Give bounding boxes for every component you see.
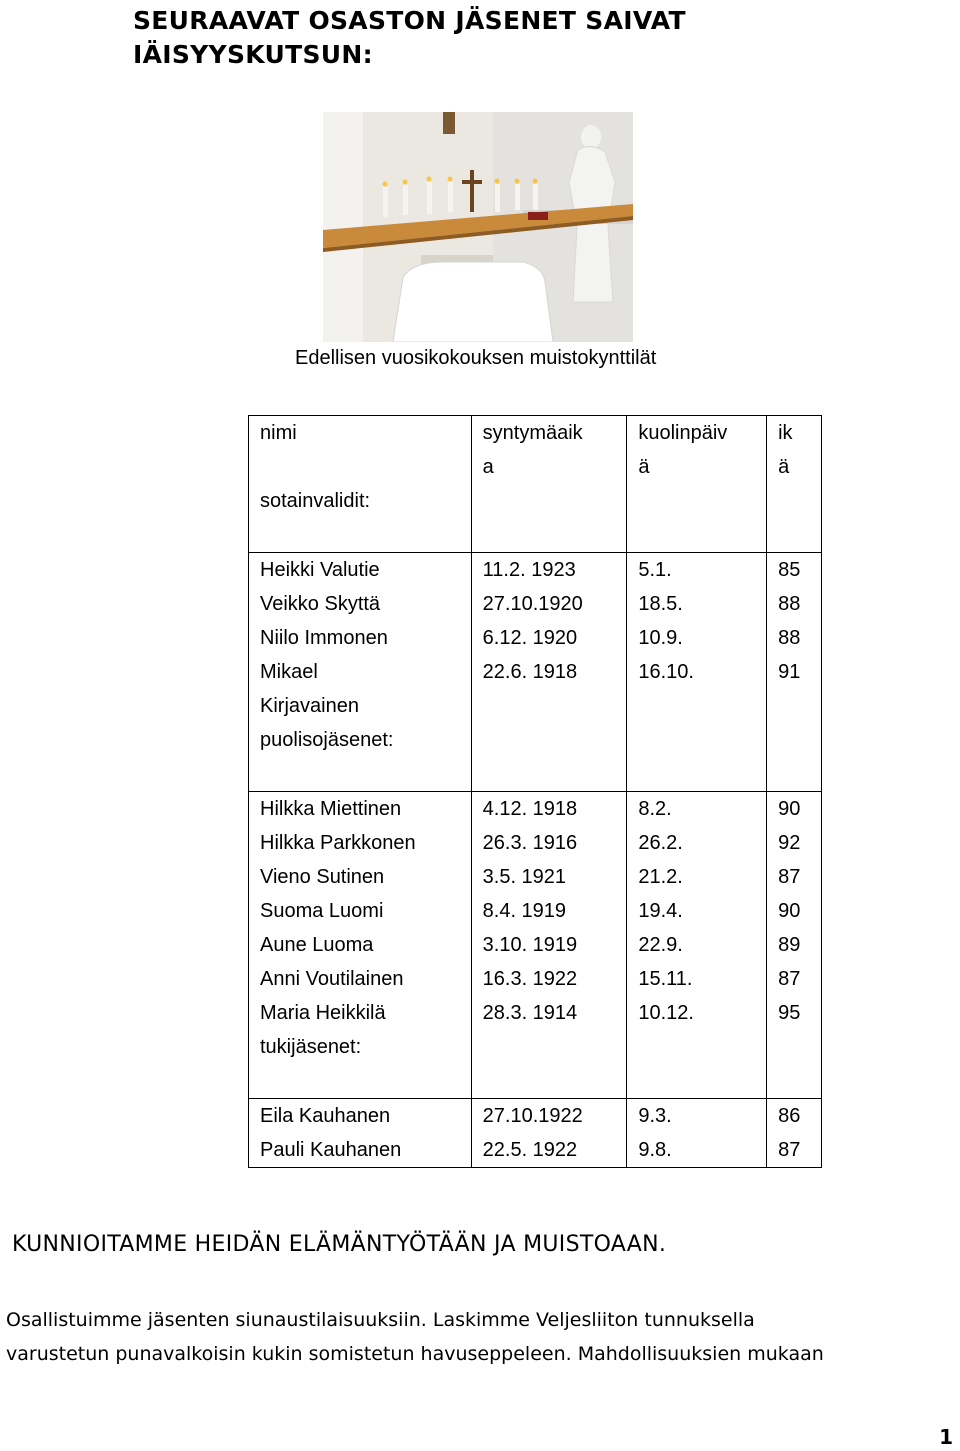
- names-cell: [249, 553, 472, 792]
- member-born: 6.12. 1920: [482, 627, 578, 649]
- member-died: 9.3.: [638, 1105, 672, 1127]
- member-name: Pauli Kauhanen: [260, 1139, 402, 1161]
- member-born: 28.3. 1914: [482, 1002, 578, 1024]
- member-died: 19.4.: [638, 900, 683, 922]
- age-cell: [767, 553, 822, 792]
- member-name: Maria Heikkilä: [260, 1002, 386, 1024]
- member-born: 22.6. 1918: [482, 661, 578, 683]
- table-header-row: [249, 416, 822, 553]
- member-name: Eila Kauhanen: [260, 1105, 391, 1127]
- photo-caption: Edellisen vuosikokouksen muistokynttilät: [295, 347, 657, 369]
- member-name: Niilo Immonen: [260, 627, 388, 649]
- member-died: 10.12.: [638, 1002, 694, 1024]
- tribute-heading: KUNNIOITAMME HEIDÄN ELÄMÄNTYÖTÄÄN JA MUISTOAAN.: [12, 1232, 667, 1257]
- member-age: 86: [778, 1105, 801, 1127]
- names-cell: [249, 1099, 472, 1168]
- member-born: 3.5. 1921: [482, 866, 567, 888]
- born-cell: [471, 553, 627, 792]
- member-name: Aune Luoma: [260, 934, 374, 956]
- memorial-candles-photo: [323, 112, 633, 342]
- member-name: Hilkka Miettinen: [260, 798, 402, 820]
- member-age: 88: [778, 593, 801, 615]
- header-born-line2: a: [482, 456, 494, 478]
- table-cloth-icon: [393, 255, 553, 342]
- paragraph-line: varustetun punavalkoisin kukin somistetun havuseppeleen. Mahdollisuuksien mukaan: [6, 1343, 824, 1365]
- group-puolisojasenet-row: [249, 792, 822, 1099]
- member-age: 87: [778, 968, 801, 990]
- header-age-line1: ik: [778, 422, 793, 444]
- member-born: 4.12. 1918: [482, 798, 578, 820]
- member-born: 11.2. 1923: [482, 559, 576, 581]
- member-died: 8.2.: [638, 798, 672, 820]
- member-born: 26.3. 1916: [482, 832, 578, 854]
- header-died-line1: kuolinpäiv: [638, 422, 728, 444]
- page-title: SEURAAVAT OSASTON JÄSENET SAIVAT IÄISYYSKUTSUN:: [133, 6, 686, 69]
- group-tukijasenet-row: [249, 1099, 822, 1168]
- born-cell: [471, 792, 627, 1099]
- page-number: 1: [939, 1425, 953, 1449]
- member-died: 26.2.: [638, 832, 683, 854]
- member-died: 21.2.: [638, 866, 683, 888]
- header-born-line1: syntymäaik: [482, 422, 583, 444]
- died-cell: [627, 553, 767, 792]
- group-label-tukijasenet: tukijäsenet:: [260, 1036, 362, 1058]
- member-age: 89: [778, 934, 801, 956]
- member-born: 8.4. 1919: [482, 900, 567, 922]
- died-cell: [627, 1099, 767, 1168]
- member-died: 15.11.: [638, 968, 693, 990]
- member-born: 3.10. 1919: [482, 934, 578, 956]
- member-age: 91: [778, 661, 801, 683]
- header-age-line2: ä: [778, 456, 790, 478]
- member-name: Heikki Valutie: [260, 559, 380, 581]
- header-name-cell: [249, 416, 472, 553]
- member-born: 27.10.1922: [482, 1105, 583, 1127]
- header-born-cell: [471, 416, 627, 553]
- member-age: 85: [778, 559, 801, 581]
- member-age: 88: [778, 627, 801, 649]
- member-name: Suoma Luomi: [260, 900, 384, 922]
- member-born: 27.10.1920: [482, 593, 583, 615]
- member-name: Hilkka Parkkonen: [260, 832, 416, 854]
- member-age: 95: [778, 1002, 801, 1024]
- header-age-cell: [767, 416, 822, 553]
- group-label-sotainvalidit: sotainvalidit:: [260, 490, 371, 512]
- member-died: 5.1.: [638, 559, 672, 581]
- header-died-cell: [627, 416, 767, 553]
- member-name: Veikko Skyttä: [260, 593, 381, 615]
- body-paragraph: [6, 1303, 956, 1371]
- member-name: Vieno Sutinen: [260, 866, 385, 888]
- header-died-line2: ä: [638, 456, 650, 478]
- group-sotainvalidit-row: [249, 553, 822, 792]
- member-name: Kirjavainen: [260, 695, 359, 717]
- age-cell: [767, 1099, 822, 1168]
- member-died: 10.9.: [638, 627, 683, 649]
- header-name: nimi: [260, 422, 297, 444]
- group-label-puolisojasenet: puolisojäsenet:: [260, 729, 394, 751]
- member-age: 90: [778, 798, 801, 820]
- member-age: 92: [778, 832, 801, 854]
- died-cell: [627, 792, 767, 1099]
- born-cell: [471, 1099, 627, 1168]
- member-age: 87: [778, 866, 801, 888]
- member-born: 22.5. 1922: [482, 1139, 578, 1161]
- member-died: 16.10.: [638, 661, 694, 683]
- member-name: Mikael: [260, 661, 318, 683]
- member-age: 87: [778, 1139, 801, 1161]
- member-born: 16.3. 1922: [482, 968, 578, 990]
- member-died: 22.9.: [638, 934, 683, 956]
- member-died: 18.5.: [638, 593, 683, 615]
- paragraph-line: Osallistuimme jäsenten siunaustilaisuuksiin. Laskimme Veljesliiton tunnuksella: [6, 1309, 755, 1331]
- members-table: [248, 415, 822, 1168]
- member-age: 90: [778, 900, 801, 922]
- age-cell: [767, 792, 822, 1099]
- member-name: Anni Voutilainen: [260, 968, 404, 990]
- member-died: 9.8.: [638, 1139, 672, 1161]
- names-cell: [249, 792, 472, 1099]
